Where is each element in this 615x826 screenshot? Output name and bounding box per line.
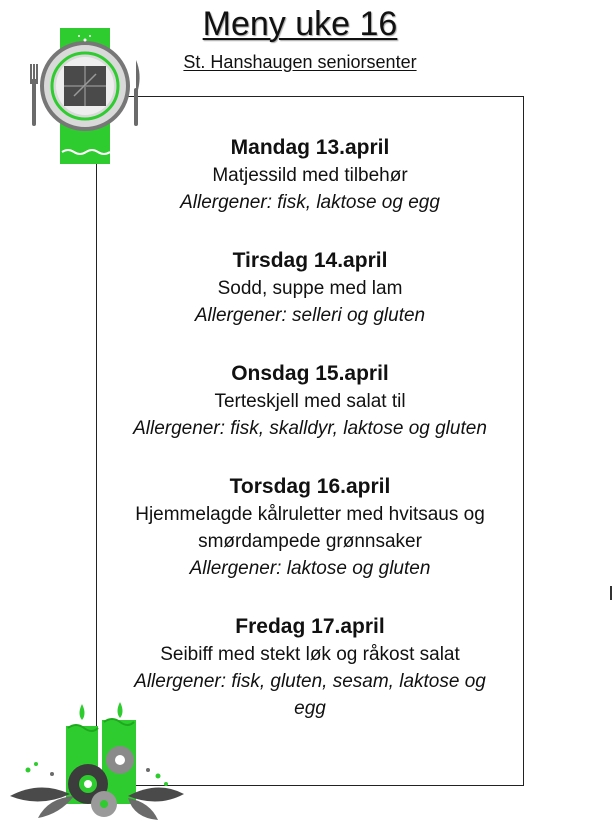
day-dish: Terteskjell med salat til — [214, 391, 406, 412]
day-allergens: Allergener: laktose og gluten — [189, 558, 431, 579]
day-dish-line-2: smørdampede grønnsaker — [198, 531, 422, 552]
page-title: Meny uke 16 — [202, 5, 398, 43]
day-dish: Sodd, suppe med lam — [217, 278, 403, 299]
day-allergens-line-2: egg — [294, 698, 326, 719]
day-title: Mandag 13.april — [230, 136, 390, 159]
day-title: Onsdag 15.april — [231, 362, 389, 385]
day-dish: Hjemmelagde kålruletter med hvitsaus og — [135, 504, 485, 525]
menu-day-tuesday — [96, 247, 524, 329]
day-title: Fredag 17.april — [235, 615, 385, 638]
day-dish: Seibiff med stekt løk og råkost salat — [160, 644, 460, 665]
day-allergens: Allergener: fisk, skalldyr, laktose og gluten — [133, 418, 487, 439]
menu-day-thursday — [96, 473, 524, 582]
day-allergens: Allergener: fisk, gluten, sesam, laktose og — [134, 671, 486, 692]
day-dish: Matjessild med tilbehør — [212, 165, 408, 186]
day-allergens: Allergener: selleri og gluten — [194, 305, 426, 326]
day-title: Tirsdag 14.april — [232, 249, 388, 272]
menu-day-monday — [96, 134, 524, 216]
day-title: Torsdag 16.april — [229, 475, 391, 498]
page-subtitle: St. Hanshaugen seniorsenter — [183, 52, 417, 72]
day-allergens: Allergener: fisk, laktose og egg — [180, 192, 440, 213]
menu-day-friday — [96, 613, 524, 722]
edge-mark — [610, 586, 612, 600]
menu-day-wednesday — [96, 360, 524, 442]
